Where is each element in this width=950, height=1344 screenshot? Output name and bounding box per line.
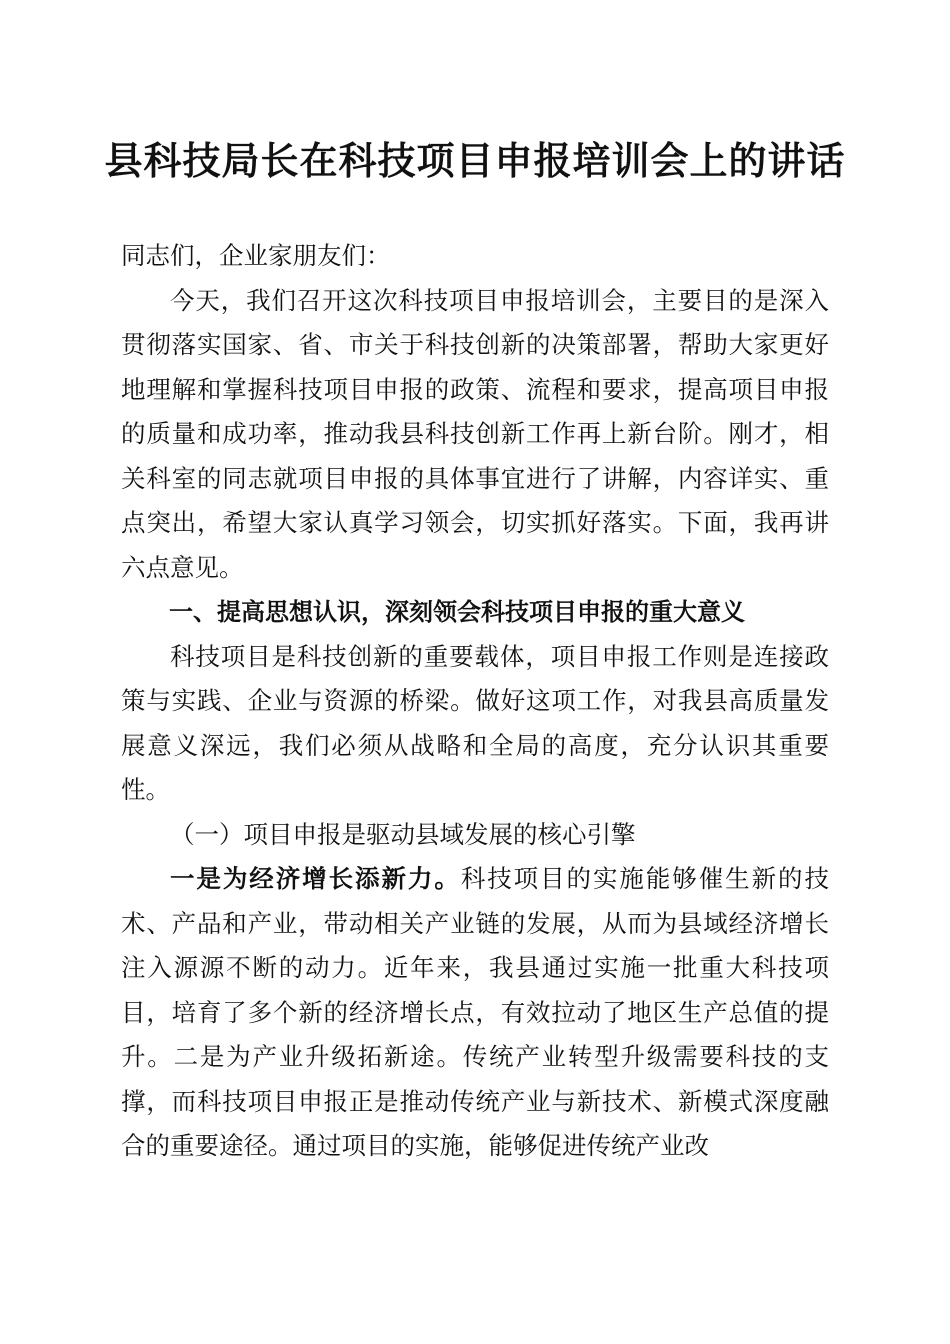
document-body xyxy=(121,234,829,1169)
salutation: 同志们，企业家朋友们： xyxy=(121,241,391,270)
document-title: 县科技局长在科技项目申报培训会上的讲话 xyxy=(104,138,846,183)
section-heading: 一、提高思想认识，深刻领会科技项目申报的重大意义 xyxy=(169,598,745,626)
subsection-heading: （一）项目申报是驱动县域发展的核心引擎 xyxy=(170,819,636,849)
paragraph-body-text: 科技项目的实施能够催生新的技术、产品和产业，带动相关产业链的发展，从而为县域经济增长注入源源不断的动力。近年来，我县通过实施一批重大科技项目，培育了多个新的经济增长点，有效拉动了地区生产总值的提升。二是为产业升级拓新途。传统产业转型升级需要科技的支撑，而科技项目申报正是推动传统产业与新技术、新模式深度融合的重要途径。通过项目的实施，能够促进传统产业改 xyxy=(121,864,829,1160)
intro-paragraph: 今天，我们召开这次科技项目申报培训会，主要目的是深入贯彻落实国家、省、市关于科技创新的决策部署，帮助大家更好地理解和掌握科技项目申报的政策、流程和要求，提高项目申报的质量和成功率，推动我县科技创新工作再上新台阶。刚才，相关科室的同志就项目申报的具体事宜进行了讲解，内容详实、重点突出，希望大家认真学习领会，切实抓好落实。下面，我再讲六点意见。 xyxy=(121,285,829,582)
paragraph-lead-phrase: 一是为经济增长添新力。 xyxy=(170,864,461,893)
subsection-paragraph xyxy=(121,857,829,1169)
section-paragraph: 科技项目是科技创新的重要载体，项目申报工作则是连接政策与实践、企业与资源的桥梁。做好这项工作，对我县高质量发展意义深远，我们必须从战略和全局的高度，充分认识其重要性。 xyxy=(121,641,829,804)
